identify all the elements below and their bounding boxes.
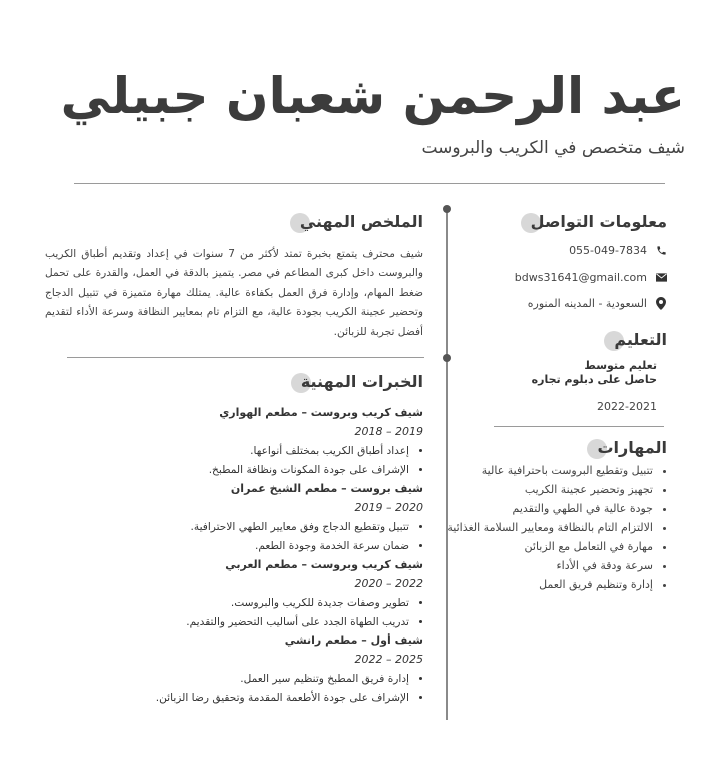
timeline-dot	[443, 205, 451, 213]
map-pin-icon	[655, 298, 667, 310]
job-bullet: • ضمان سرعة الخدمة وجودة الطعم.	[13, 537, 409, 556]
skill-item: • مهارة في التعامل مع الزبائن	[438, 537, 653, 556]
education-degree: تعليم متوسط	[584, 359, 657, 372]
job-title: شيف كريب وبروست – مطعم الهواري	[219, 406, 423, 419]
job-title: شيف بروست – مطعم الشيخ عمران	[230, 482, 423, 495]
job-title: شيف كريب وبروست – مطعم العربي	[225, 558, 423, 571]
job-bullets	[13, 670, 423, 708]
envelope-icon	[655, 272, 667, 284]
phone-icon	[655, 245, 667, 257]
job-entry	[13, 556, 423, 632]
skills-section-heading	[597, 438, 667, 457]
skill-item: • الالتزام التام بالنظافة ومعايير السلامة الغذائية	[438, 518, 653, 537]
skill-item: • إدارة وتنظيم فريق العمل	[438, 575, 653, 594]
contact-location	[528, 297, 667, 310]
job-bullet: • الإشراف على جودة المكونات ونظافة المطبخ.	[13, 461, 409, 480]
summary-text: شيف محترف يتمتع بخبرة تمتد لأكثر من 7 سنوات في إعداد وتقديم أطباق الكريب والبروست داخل كبرى المطاعم في مصر. يتميز بالدقة في العمل، والقدرة على تحمل ضغط المهام، وإدارة فرق العمل بكفاءة عالية. يمتلك مهارة متميزة في تتبيل الدجاج وتحضير عجينة الكريب بجودة عالية، مع التزام تام بمعايير النظافة وسرعة الأداء لتقديم أفضل تجربة للزبائن.	[45, 248, 423, 338]
education-heading: التعليم	[614, 330, 667, 349]
skills-list	[438, 461, 667, 594]
job-bullets	[13, 442, 423, 480]
job-bullets	[13, 518, 423, 556]
email-address[interactable]: bdws31641@gmail.com	[514, 271, 647, 284]
skill-item: • تجهيز وتحضير عجينة الكريب	[438, 480, 653, 499]
phone-number[interactable]: 055-049-7834	[569, 244, 647, 257]
experience-section-heading	[301, 372, 423, 391]
skill-item: • جودة عالية في الطهي والتقديم	[438, 499, 653, 518]
summary-section-heading	[300, 212, 423, 231]
contact-heading: معلومات التواصل	[530, 212, 667, 231]
contact-phone	[569, 244, 667, 257]
job-dates: 2022 – 2020	[354, 577, 423, 590]
job-title: شيف أول – مطعم رانشي	[284, 634, 423, 647]
job-bullet: • تدريب الطهاة الجدد على أساليب التحضير والتقديم.	[13, 613, 409, 632]
job-entry	[13, 480, 423, 556]
job-dates: 2025 – 2022	[354, 653, 423, 666]
job-subtitle: شيف متخصص في الكريب والبروست	[421, 138, 685, 158]
job-entry	[13, 404, 423, 480]
job-bullet: • إدارة فريق المطبخ وتنظيم سير العمل.	[13, 670, 409, 689]
education-years: 2022-2021	[597, 400, 657, 413]
skill-item: • سرعة ودقة في الأداء	[438, 556, 653, 575]
skill-item: • تتبيل وتقطيع البروست باحترافية عالية	[438, 461, 653, 480]
experience-heading: الخبرات المهنية	[300, 372, 423, 391]
right-divider	[494, 426, 664, 427]
education-section-heading	[614, 330, 667, 349]
header-divider	[74, 183, 665, 184]
job-bullet: • الإشراف على جودة الأطعمة المقدمة وتحقيق رضا الزبائن.	[13, 689, 409, 708]
skills-heading: المهارات	[597, 438, 667, 457]
job-bullets	[13, 594, 423, 632]
left-divider	[67, 357, 424, 358]
location-text: السعودية - المدينه المنوره	[527, 297, 647, 310]
summary-heading: الملخص المهني	[299, 212, 423, 231]
contact-email	[515, 271, 667, 284]
timeline-dot	[443, 354, 451, 362]
job-bullet: • تطوير وصفات جديدة للكريب والبروست.	[13, 594, 409, 613]
education-diploma: حاصل على دبلوم تجاره	[531, 373, 657, 386]
job-dates: 2019 – 2018	[354, 425, 423, 438]
job-bullet: • تتبيل وتقطيع الدجاج وفق معايير الطهي الاحترافية.	[13, 518, 409, 537]
job-bullet: • إعداد أطباق الكريب بمختلف أنواعها.	[13, 442, 409, 461]
candidate-name: عبد الرحمن شعبان جبيلي	[60, 67, 685, 125]
contact-section-heading	[531, 212, 667, 231]
experience-list	[13, 404, 423, 708]
job-dates: 2020 – 2019	[354, 501, 423, 514]
job-entry	[13, 632, 423, 708]
